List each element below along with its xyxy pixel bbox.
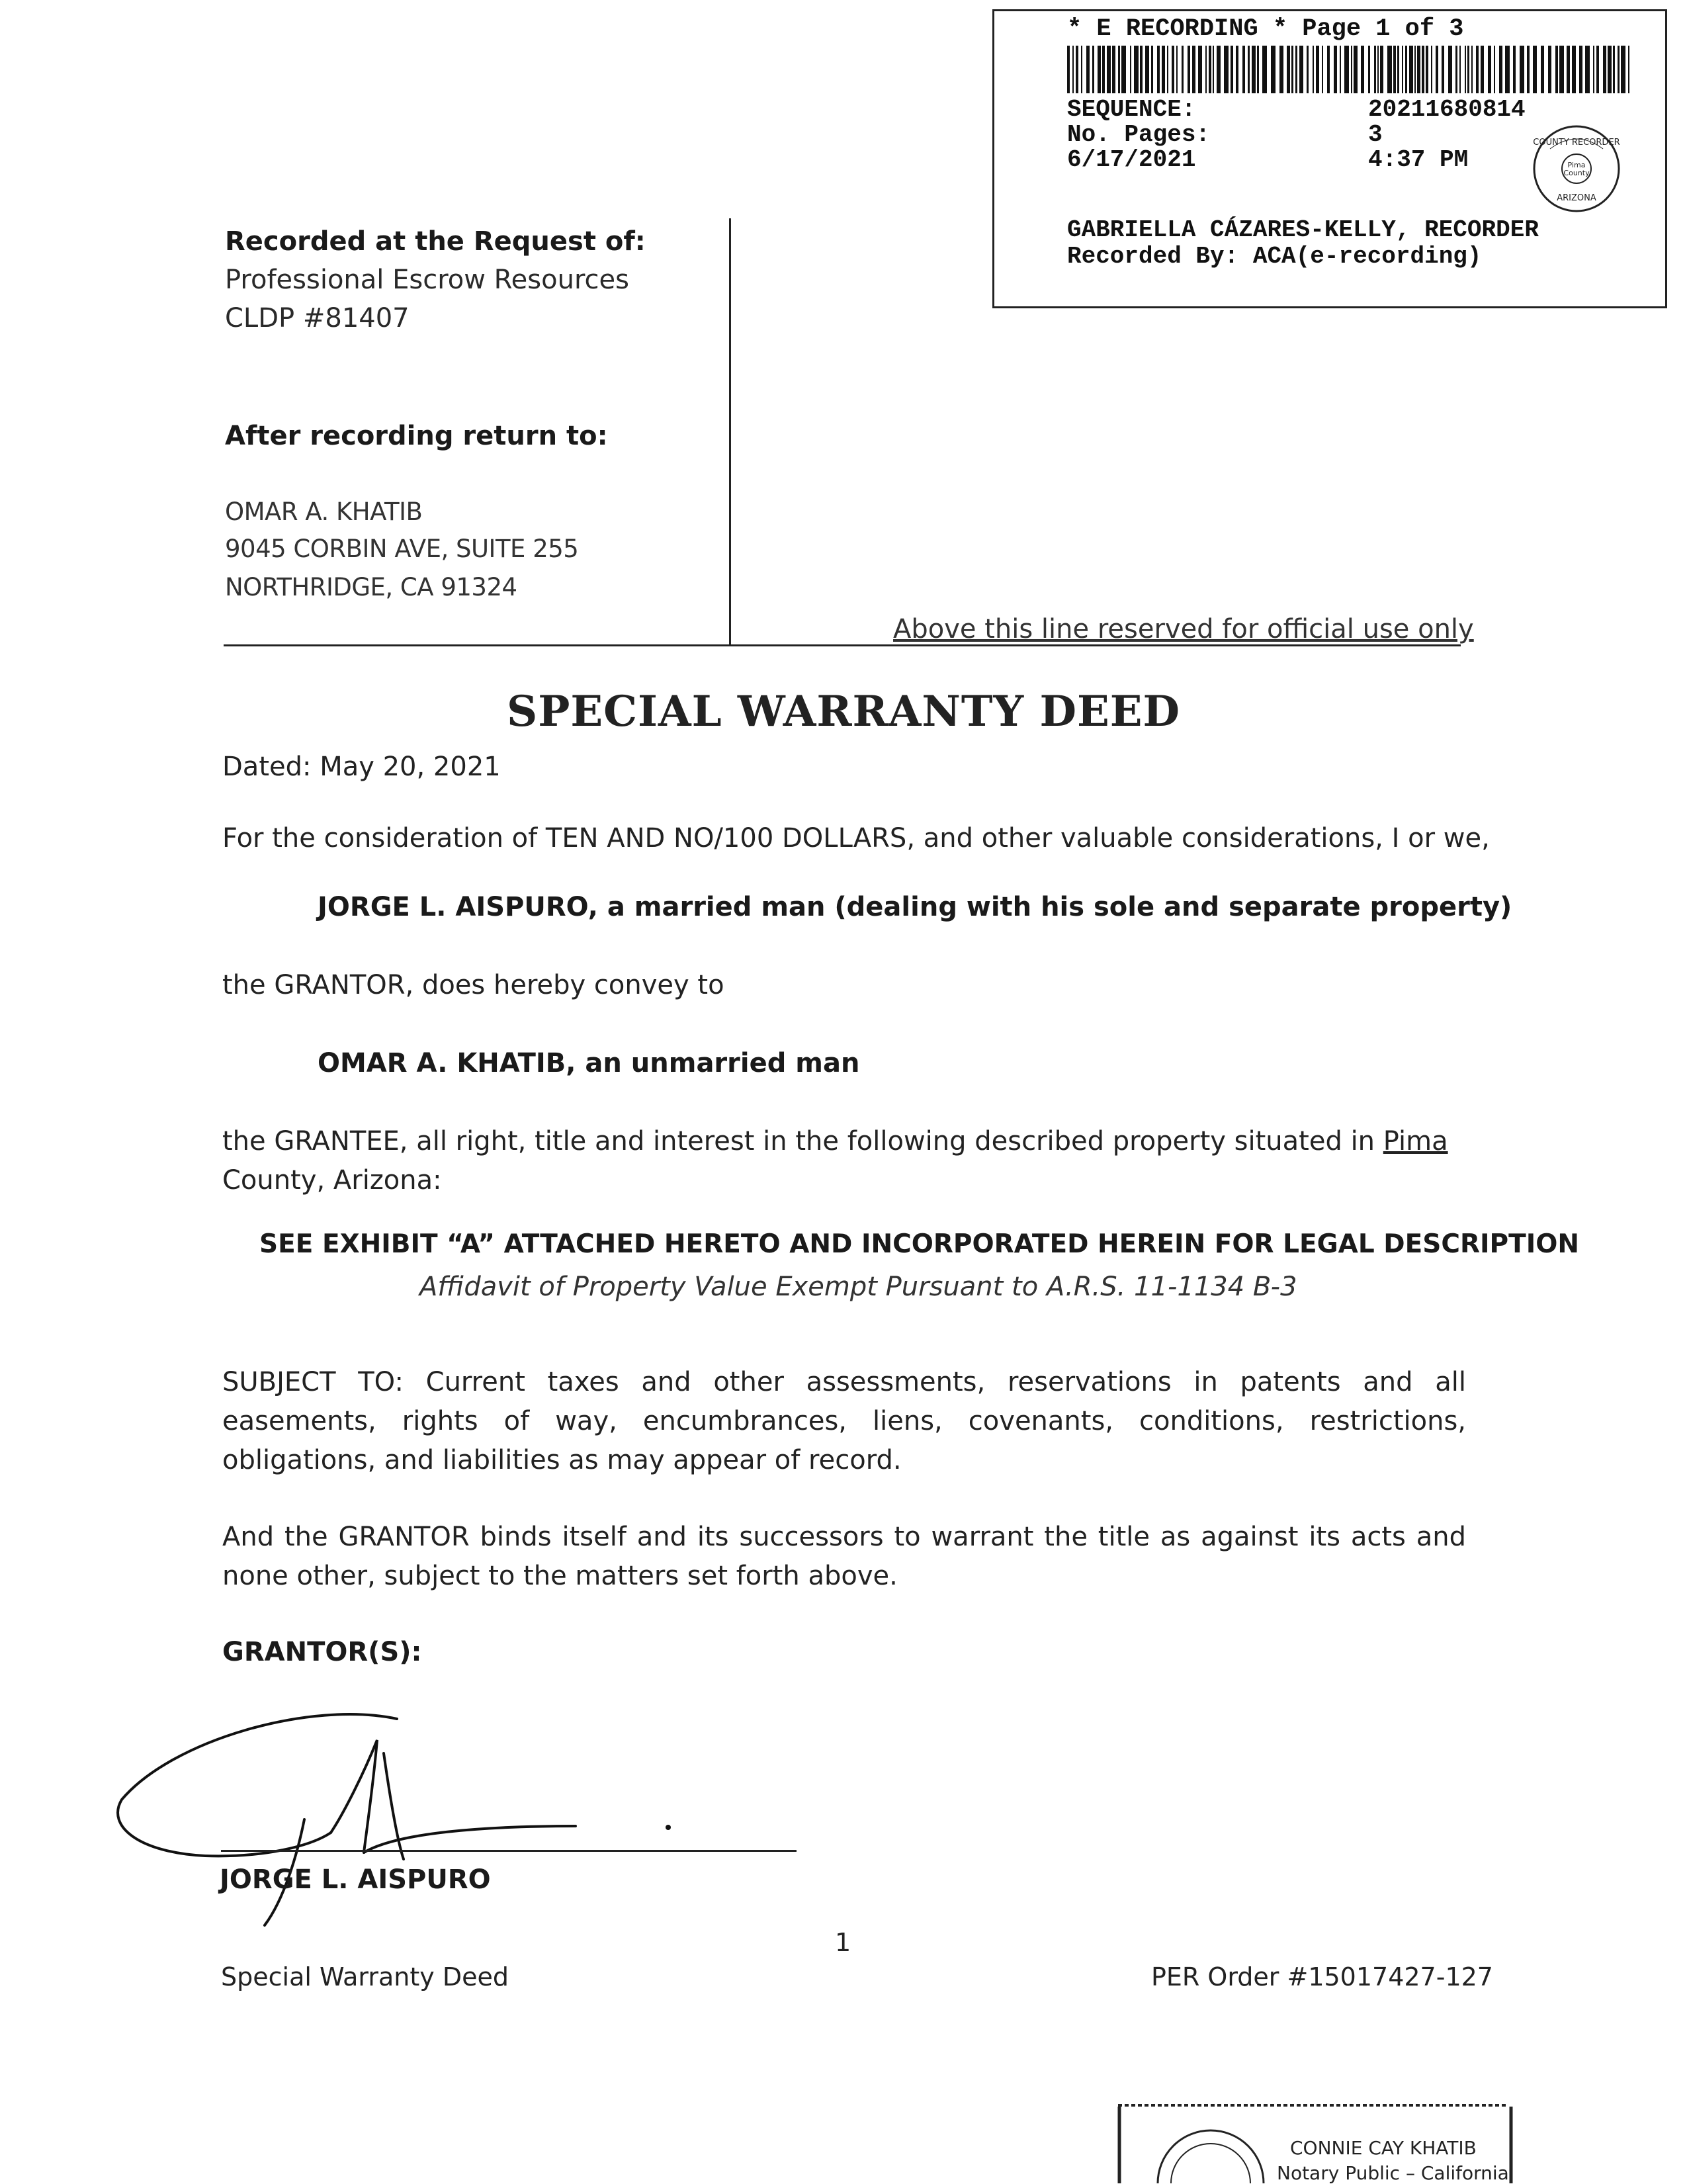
recording-stamp (992, 9, 1667, 308)
sequence-label: SEQUENCE: (1067, 96, 1196, 123)
document-title: SPECIAL WARRANTY DEED (506, 687, 1181, 736)
grantee-paragraph (222, 1122, 1466, 1200)
affidavit-note: Affidavit of Property Value Exempt Pursuant to A.R.S. 11-1134 B-3 (419, 1272, 1297, 1302)
grantor-conveys: the GRANTOR, does hereby convey to (222, 970, 724, 1000)
dated: Dated: May 20, 2021 (222, 752, 501, 782)
subject-to: SUBJECT TO: Current taxes and other assessments, reservations in patents and all easements, rights of way, encumbrances, liens, covenants, conditions, restrictions, obligations, and liabilities as may appear of record. (222, 1367, 1466, 1475)
stamp-header: * E RECORDING * Page 1 of 3 (1067, 15, 1464, 43)
grantors-label: GRANTOR(S): (222, 1637, 422, 1667)
page-number: 1 (835, 1928, 851, 1957)
grantee-text-1: the GRANTEE, all right, title and interest in the following described property situated in (222, 1126, 1375, 1157)
signature-line (221, 1850, 797, 1852)
svg-text:COUNTY RECORDER: COUNTY RECORDER (1533, 138, 1620, 148)
official-use-note: Above this line reserved for official use only (893, 614, 1474, 644)
exhibit-reference: SEE EXHIBIT “A” ATTACHED HERETO AND INCORPORATED HEREIN FOR LEGAL DESCRIPTION (259, 1229, 1579, 1259)
grantee-name: OMAR A. KHATIB, an unmarried man (318, 1048, 860, 1078)
pages-label: No. Pages: (1067, 121, 1211, 148)
request-label: Recorded at the Request of: (225, 226, 646, 257)
svg-text:Pima: Pima (1567, 161, 1586, 169)
grantee-text-2: County, Arizona: (222, 1165, 442, 1196)
barcode (1067, 46, 1629, 93)
footer-doc-name: Special Warranty Deed (221, 1962, 509, 1991)
signer-name: JORGE L. AISPURO (220, 1864, 491, 1895)
consideration: For the consideration of TEN AND NO/100 DOLLARS, and other valuable considerations, I or we, (222, 823, 1490, 853)
recorder-name: GABRIELLA CÁZARES-KELLY, RECORDER (1067, 216, 1539, 243)
recorded-by: Recorded By: ACA(e-recording) (1067, 243, 1482, 270)
request-license: CLDP #81407 (225, 303, 410, 333)
county-recorder-seal-icon (1530, 122, 1623, 215)
county-name: Pima (1383, 1126, 1448, 1157)
header-divider-horizontal (224, 644, 1461, 646)
grantor-signature (112, 1700, 708, 1939)
svg-text:County: County (1563, 169, 1590, 177)
request-company: Professional Escrow Resources (225, 265, 629, 295)
header-divider-vertical (729, 218, 731, 645)
notary-name: CONNIE CAY KHATIB (1290, 2137, 1477, 2159)
return-name: OMAR A. KHATIB (225, 498, 423, 526)
warrant-clause: And the GRANTOR binds itself and its successors to warrant the title as against its acts and none other, subject to the matters set forth above. (222, 1522, 1466, 1591)
grantor-name: JORGE L. AISPURO, a married man (dealing with his sole and separate property) (318, 892, 1512, 922)
record-date: 6/17/2021 (1067, 146, 1196, 173)
svg-text:ARIZONA: ARIZONA (1557, 193, 1596, 203)
return-label: After recording return to: (225, 421, 608, 451)
notary-title: Notary Public – California (1277, 2162, 1509, 2184)
return-street: 9045 CORBIN AVE, SUITE 255 (225, 535, 579, 563)
record-time: 4:37 PM (1368, 146, 1469, 173)
footer-order: PER Order #15017427-127 (1151, 1962, 1493, 1991)
sequence-value: 20211680814 (1368, 96, 1526, 123)
return-city: NORTHRIDGE, CA 91324 (225, 573, 517, 601)
pages-value: 3 (1368, 121, 1383, 148)
